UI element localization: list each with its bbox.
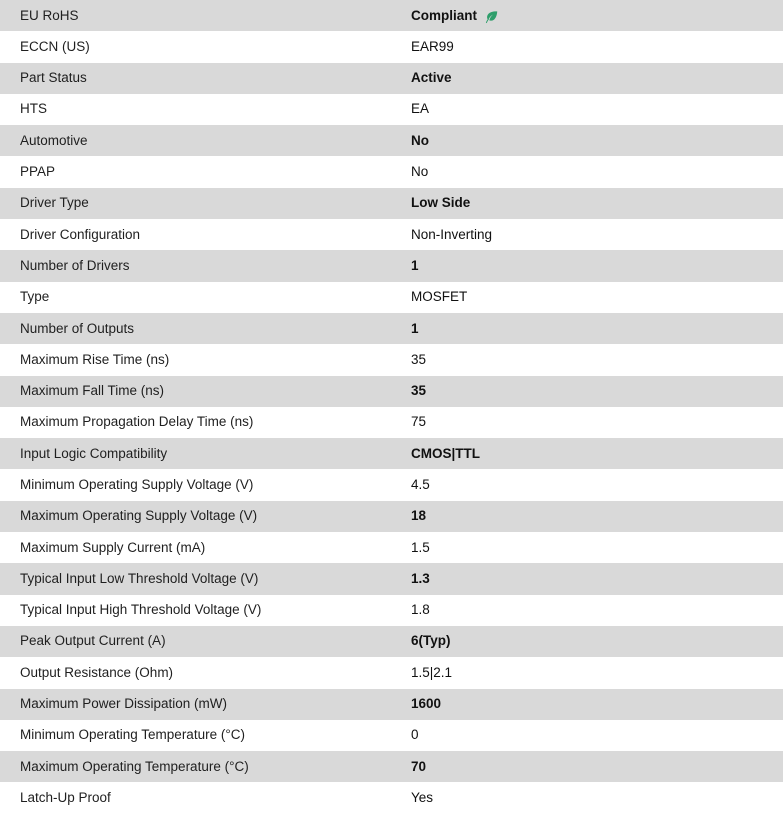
table-row <box>0 0 783 31</box>
attribute-value <box>405 282 783 313</box>
attribute-value-wrapper <box>411 414 783 430</box>
rohs-leaf-icon <box>484 10 499 24</box>
attribute-value-wrapper <box>411 101 783 117</box>
attribute-value <box>405 156 783 187</box>
attribute-value-text: 18 <box>411 508 427 524</box>
attribute-value-wrapper <box>411 665 783 681</box>
attribute-value-wrapper <box>411 321 783 337</box>
attribute-label: EU RoHS <box>20 7 79 23</box>
attribute-value-text: 6(Typ) <box>411 633 451 649</box>
attribute-value-text: Non-Inverting <box>411 226 493 242</box>
table-row <box>0 376 783 407</box>
attribute-value-text: EAR99 <box>411 38 454 54</box>
attribute-value-text: 1.5 <box>411 539 430 555</box>
attribute-label: Driver Type <box>20 195 89 211</box>
attribute-value <box>405 94 783 125</box>
table-row <box>0 313 783 344</box>
table-row <box>0 595 783 626</box>
attribute-value-wrapper <box>411 759 783 775</box>
attribute-value-text: Compliant <box>411 7 477 23</box>
attribute-value <box>405 250 783 281</box>
attribute-value-text: 35 <box>411 383 427 399</box>
table-row <box>0 689 783 720</box>
attribute-value <box>405 563 783 594</box>
attribute-value <box>405 720 783 751</box>
attribute-value <box>405 344 783 375</box>
attribute-value-wrapper <box>411 70 783 86</box>
attribute-value-text: No <box>411 132 429 148</box>
attribute-value-wrapper <box>411 352 783 368</box>
attribute-label: Typical Input High Threshold Voltage (V) <box>20 602 262 618</box>
attribute-value-text: MOSFET <box>411 289 468 305</box>
attribute-label: Number of Drivers <box>20 257 130 273</box>
attribute-label: Maximum Power Dissipation (mW) <box>20 696 228 712</box>
attribute-value <box>405 501 783 532</box>
attribute-value <box>405 219 783 250</box>
attribute-label: Peak Output Current (A) <box>20 633 166 649</box>
attribute-value-wrapper <box>411 477 783 493</box>
attribute-value <box>405 407 783 438</box>
attribute-value-text: 1600 <box>411 696 442 712</box>
table-row <box>0 250 783 281</box>
attribute-value-wrapper <box>411 790 783 806</box>
attribute-value <box>405 782 783 813</box>
attribute-value-wrapper <box>411 289 783 305</box>
attribute-label: PPAP <box>20 164 56 180</box>
attribute-value-text: 4.5 <box>411 477 430 492</box>
attribute-value <box>405 31 783 62</box>
attribute-value-wrapper <box>411 633 783 649</box>
attribute-label: Driver Configuration <box>20 226 141 242</box>
table-row <box>0 407 783 438</box>
attribute-label: Number of Outputs <box>20 320 135 336</box>
attribute-value <box>405 188 783 219</box>
table-row <box>0 219 783 250</box>
attribute-value-text: 1.3 <box>411 570 430 586</box>
table-row <box>0 532 783 563</box>
table-row <box>0 156 783 187</box>
attribute-label: Maximum Propagation Delay Time (ns) <box>20 414 254 430</box>
table-row <box>0 125 783 156</box>
table-row <box>0 31 783 62</box>
attribute-value <box>405 0 783 31</box>
attribute-value-text: 35 <box>411 351 427 367</box>
table-row <box>0 626 783 657</box>
attribute-label: Part Status <box>20 70 87 86</box>
attribute-label: Typical Input Low Threshold Voltage (V) <box>20 570 259 586</box>
table-row <box>0 657 783 688</box>
attribute-value-wrapper <box>411 571 783 587</box>
attribute-label: Maximum Fall Time (ns) <box>20 383 165 399</box>
table-row <box>0 438 783 469</box>
attribute-value-wrapper <box>411 727 783 743</box>
attribute-value <box>405 532 783 563</box>
attribute-value-text: Yes <box>411 789 434 805</box>
table-row <box>0 282 783 313</box>
attribute-value-text: 1 <box>411 320 419 336</box>
attribute-value-text: 75 <box>411 414 427 430</box>
attribute-value-wrapper <box>411 195 783 211</box>
table-row <box>0 563 783 594</box>
attribute-value <box>405 313 783 344</box>
attribute-value <box>405 469 783 500</box>
attribute-value-text: 70 <box>411 758 427 774</box>
table-row <box>0 782 783 813</box>
attribute-value-text: CMOS|TTL <box>411 445 481 461</box>
attribute-value-wrapper <box>411 8 783 24</box>
attribute-value-text: 1.8 <box>411 602 430 618</box>
attribute-value-text: Low Side <box>411 195 471 211</box>
attribute-value <box>405 689 783 720</box>
table-row <box>0 469 783 500</box>
attribute-value-text: Active <box>411 70 452 86</box>
attribute-label: Output Resistance (Ohm) <box>20 664 174 680</box>
attribute-value-wrapper <box>411 540 783 556</box>
attribute-value-text: No <box>411 164 429 180</box>
attribute-value <box>405 376 783 407</box>
attribute-label: Maximum Rise Time (ns) <box>20 351 170 367</box>
attribute-label: Latch-Up Proof <box>20 789 111 805</box>
attribute-value-wrapper <box>411 133 783 149</box>
attribute-value <box>405 63 783 94</box>
attribute-value <box>405 657 783 688</box>
attribute-value-wrapper <box>411 383 783 399</box>
attribute-value <box>405 438 783 469</box>
attribute-value <box>405 125 783 156</box>
table-row <box>0 94 783 125</box>
attribute-value <box>405 751 783 782</box>
attribute-label: Maximum Operating Temperature (°C) <box>20 758 249 774</box>
attribute-label: Maximum Operating Supply Voltage (V) <box>20 508 258 524</box>
table-row <box>0 344 783 375</box>
attribute-value-wrapper <box>411 258 783 274</box>
attribute-value <box>405 595 783 626</box>
attribute-label: Automotive <box>20 132 88 148</box>
attribute-label: Input Logic Compatibility <box>20 445 168 461</box>
attribute-value-wrapper <box>411 164 783 180</box>
attribute-value-wrapper <box>411 446 783 462</box>
attribute-value-wrapper <box>411 696 783 712</box>
attribute-label: Minimum Operating Supply Voltage (V) <box>20 477 254 492</box>
table-row <box>0 188 783 219</box>
attribute-label: Maximum Supply Current (mA) <box>20 539 206 555</box>
attribute-value-text: 0 <box>411 727 419 743</box>
attribute-label: Minimum Operating Temperature (°C) <box>20 727 245 743</box>
table-row <box>0 501 783 532</box>
table-row <box>0 751 783 782</box>
attribute-value-text: 1.5|2.1 <box>411 664 453 680</box>
attribute-value <box>405 626 783 657</box>
attribute-label: HTS <box>20 101 47 117</box>
attribute-value-wrapper <box>411 227 783 243</box>
attribute-value-text: EA <box>411 101 430 117</box>
attribute-label: Type <box>20 289 50 305</box>
attribute-label: ECCN (US) <box>20 38 90 54</box>
attribute-value-wrapper <box>411 508 783 524</box>
table-row <box>0 720 783 751</box>
table-row <box>0 63 783 94</box>
attribute-value-text: 1 <box>411 257 419 273</box>
attribute-value-wrapper <box>411 39 783 55</box>
attribute-value-wrapper <box>411 602 783 618</box>
